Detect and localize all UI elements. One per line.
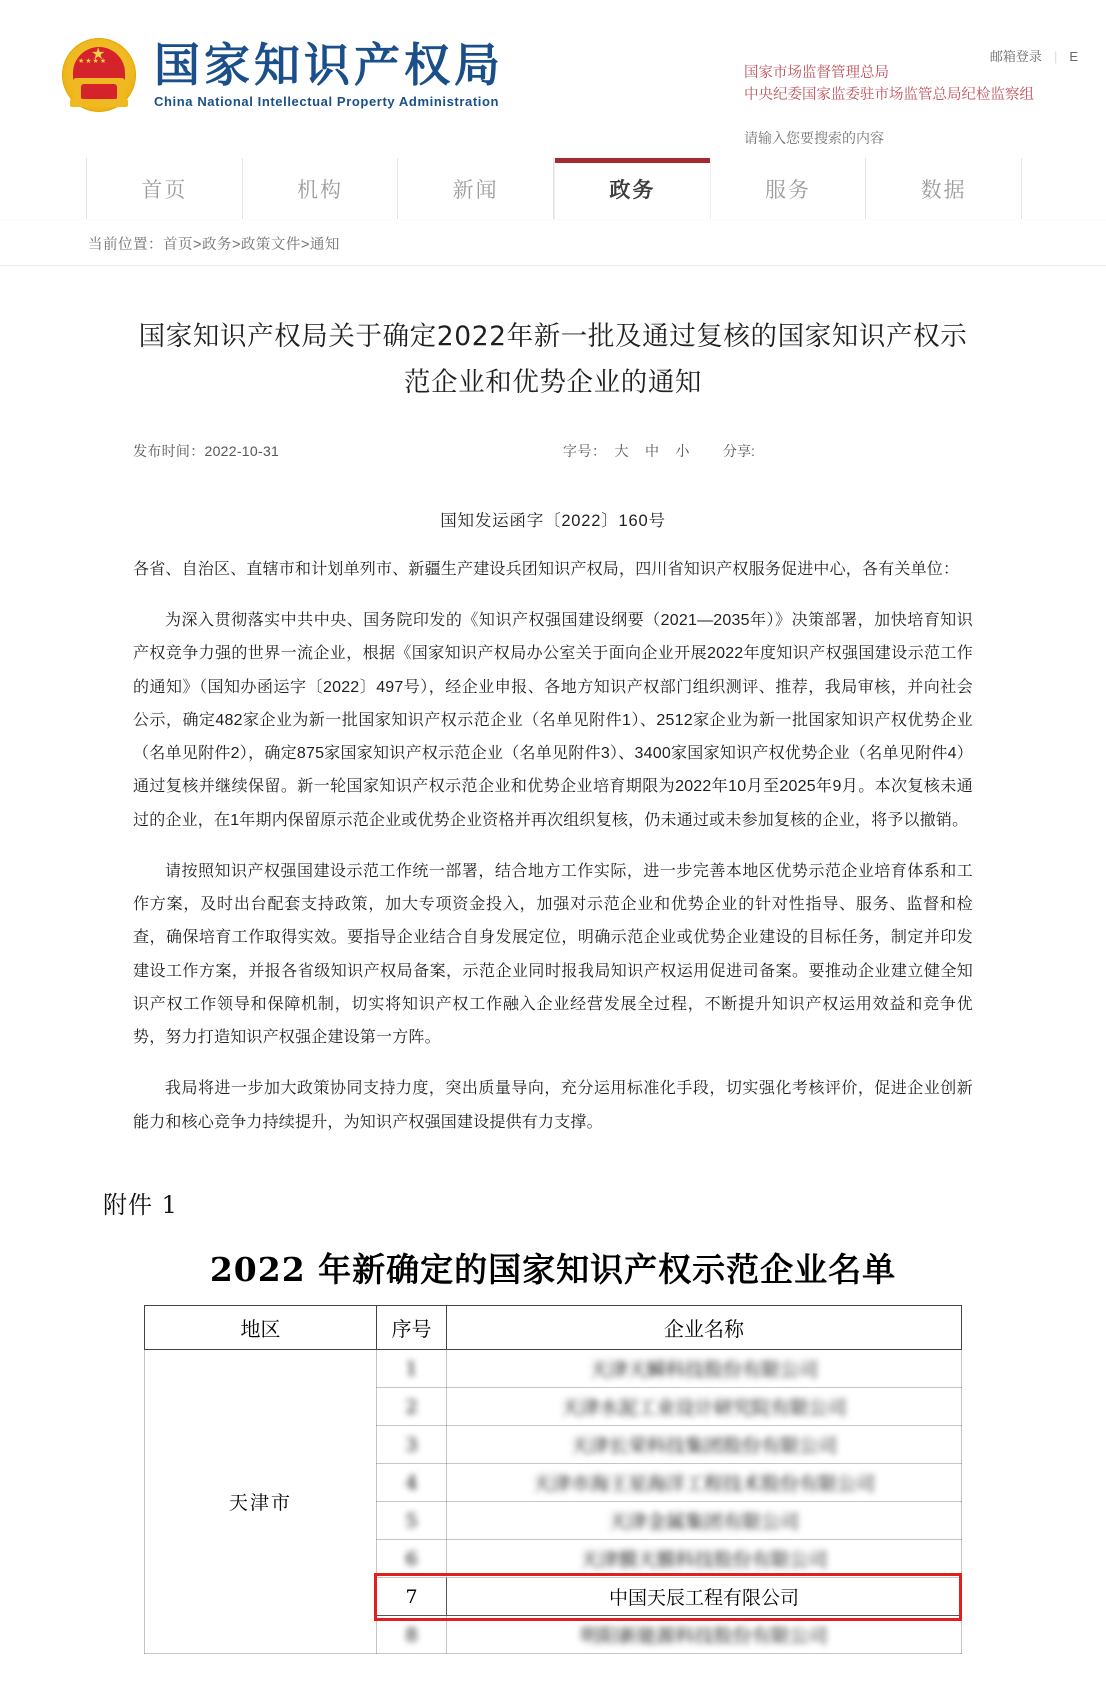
row-index: 7: [377, 1578, 447, 1616]
row-enterprise-name: 天津水泥工业设计研究院有限公司: [447, 1388, 962, 1426]
font-size-medium-button[interactable]: 中: [645, 442, 660, 459]
nav-item-news[interactable]: [398, 158, 554, 220]
nav-item-home[interactable]: [86, 158, 243, 220]
nav-label: 新闻: [452, 179, 499, 202]
body-paragraph-2: 请按照知识产权强国建设示范工作统一部署，结合地方工作实际，进一步完善本地区优势示范企业培育体系和工作方案，及时出台配套支持政策，加大专项资金投入，加强对示范企业和优势企业的针对性指导、服务、监督和检查，确保培育工作取得实效。要指导企业结合自身发展定位，明确示范企业或优势企业建设的目标任务，制定并印发建设工作方案，并报各省级知识产权局备案，示范企业同时报我局知识产权运用促进司备案。要推动企业建立健全知识产权工作领导和保障机制，切实将知识产权工作融入企业经营发展全过程，不断提升知识产权运用效益和竞争优势，努力打造知识产权强企建设第一方阵。: [133, 862, 973, 1047]
row-enterprise-name: 天津膜天膜科技股份有限公司: [447, 1540, 962, 1578]
nav-item-government-affairs[interactable]: [554, 158, 711, 220]
search-input[interactable]: [744, 130, 1104, 146]
nav-item-data[interactable]: [866, 158, 1022, 220]
salutation-paragraph: 各省、自治区、直辖市和计划单列市、新疆生产建设兵团知识产权局，四川省知识产权服务促进中心，各有关单位：: [133, 560, 960, 578]
font-size-controls: [563, 441, 698, 461]
row-enterprise-name: 天津市海王星海洋工程技术股份有限公司: [447, 1464, 962, 1502]
org-link-discipline-inspection[interactable]: 中央纪委国家监委驻市场监管总局纪检监察组: [744, 87, 1034, 104]
row-index: 2: [377, 1388, 447, 1426]
truncated-top-link[interactable]: E: [1069, 49, 1078, 64]
column-header-region: 地区: [145, 1306, 377, 1350]
enterprise-list-table-wrap: [144, 1305, 962, 1654]
nav-label: 服务: [765, 179, 812, 202]
row-enterprise-name: 天津天瞬科技股份有限公司: [447, 1350, 962, 1388]
page-title: 国家知识产权局关于确定2022年新一批及通过复核的国家知识产权示范企业和优势企业的通知: [138, 321, 968, 399]
share-label[interactable]: 分享:: [723, 442, 755, 459]
row-enterprise-name: 中国天辰工程有限公司: [447, 1578, 962, 1616]
column-header-enterprise: 企业名称: [447, 1306, 962, 1350]
nav-label: 机构: [297, 179, 343, 202]
attachment-label: 附件 1: [103, 1191, 178, 1219]
site-header: [0, 0, 1106, 158]
top-links: [686, 0, 1106, 65]
table-row: [145, 1350, 962, 1388]
article-text: [133, 553, 973, 1139]
nav-item-services[interactable]: [711, 158, 867, 220]
site-brand[interactable]: [62, 38, 504, 112]
table-body: [145, 1350, 962, 1654]
row-index: 8: [377, 1616, 447, 1654]
row-index: 1: [377, 1350, 447, 1388]
article-meta: [133, 441, 973, 465]
font-size-label: 字号：: [563, 442, 607, 459]
breadcrumb[interactable]: 当前位置：首页>政务>政策文件>通知: [88, 237, 340, 253]
font-size-small-button[interactable]: 小: [675, 442, 690, 459]
attachment-title: 2022 年新确定的国家知识产权示范企业名单: [209, 1250, 897, 1289]
nav-label: 首页: [141, 179, 188, 202]
font-size-large-button[interactable]: 大: [614, 442, 629, 459]
row-index: 6: [377, 1540, 447, 1578]
main-navigation: [0, 158, 1106, 220]
row-index: 3: [377, 1426, 447, 1464]
header-right-area: [686, 0, 1106, 104]
mailbox-login-link[interactable]: 邮箱登录: [989, 49, 1042, 64]
brand-title-cn: 国家知识产权局: [154, 38, 504, 93]
top-links-separator: |: [1053, 49, 1058, 64]
document-number: 国知发运函字〔2022〕160号: [440, 511, 666, 530]
article-body: [0, 314, 1106, 1694]
china-national-emblem-icon: ★★★★: [62, 38, 136, 112]
affiliated-org-links: [744, 62, 1034, 107]
brand-title-en: China National Intellectual Property Administration: [154, 93, 500, 109]
body-paragraph-1: 为深入贯彻落实中共中央、国务院印发的《知识产权强国建设纲要（2021—2035年）》决策部署，加快培育知识产权竞争力强的世界一流企业，根据《国家知识产权局办公室关于面向企业开展2022年度知识产权强国建设示范工作的通知》（国知办函运字〔2022〕497号），经企业申报、各地方知识产权部门组织测评、推荐，我局审核，并向社会公示，确定482家企业为新一批国家知识产权示范企业（名单见附件1）、2512家企业为新一批国家知识产权优势企业（名单见附件2），确定875家国家知识产权示范企业（名单见附件3）、3400家国家知识产权优势企业（名单见附件4）通过复核并继续保留。新一轮国家知识产权示范企业和优势企业培育期限为2022年10月至2025年9月。本次复核未通过的企业，在1年期内保留原示范企业或优势企业资格并再次组织复核，仍未通过或未参加复核的企业，将予以撤销。: [133, 612, 973, 829]
nav-item-organization[interactable]: [243, 158, 399, 220]
region-cell-tianjin: 天津市: [145, 1350, 377, 1654]
row-index: 5: [377, 1502, 447, 1540]
row-enterprise-name: 明阳新能源科技股份有限公司: [447, 1616, 962, 1654]
enterprise-list-table: [144, 1305, 962, 1654]
breadcrumb-bar: [0, 220, 1106, 266]
site-search[interactable]: [744, 130, 1104, 148]
page-bottom-spacer: [0, 1654, 1106, 1694]
body-paragraph-3: 我局将进一步加大政策协同支持力度，突出质量导向，充分运用标准化手段，切实强化考核评价，促进企业创新能力和核心竞争力持续提升，为知识产权强国建设提供有力支撑。: [133, 1080, 973, 1131]
row-enterprise-name: 天津长荣科技集团股份有限公司: [447, 1426, 962, 1464]
row-index: 4: [377, 1464, 447, 1502]
org-link-market-regulation[interactable]: 国家市场监督管理总局: [744, 65, 889, 81]
publish-time: 发布时间：2022-10-31: [133, 442, 280, 459]
table-header-row: [145, 1306, 962, 1350]
row-enterprise-name: 天津金属集团有限公司: [447, 1502, 962, 1540]
column-header-index: 序号: [377, 1306, 447, 1350]
nav-label: 政务: [609, 179, 656, 202]
nav-label: 数据: [920, 179, 967, 202]
